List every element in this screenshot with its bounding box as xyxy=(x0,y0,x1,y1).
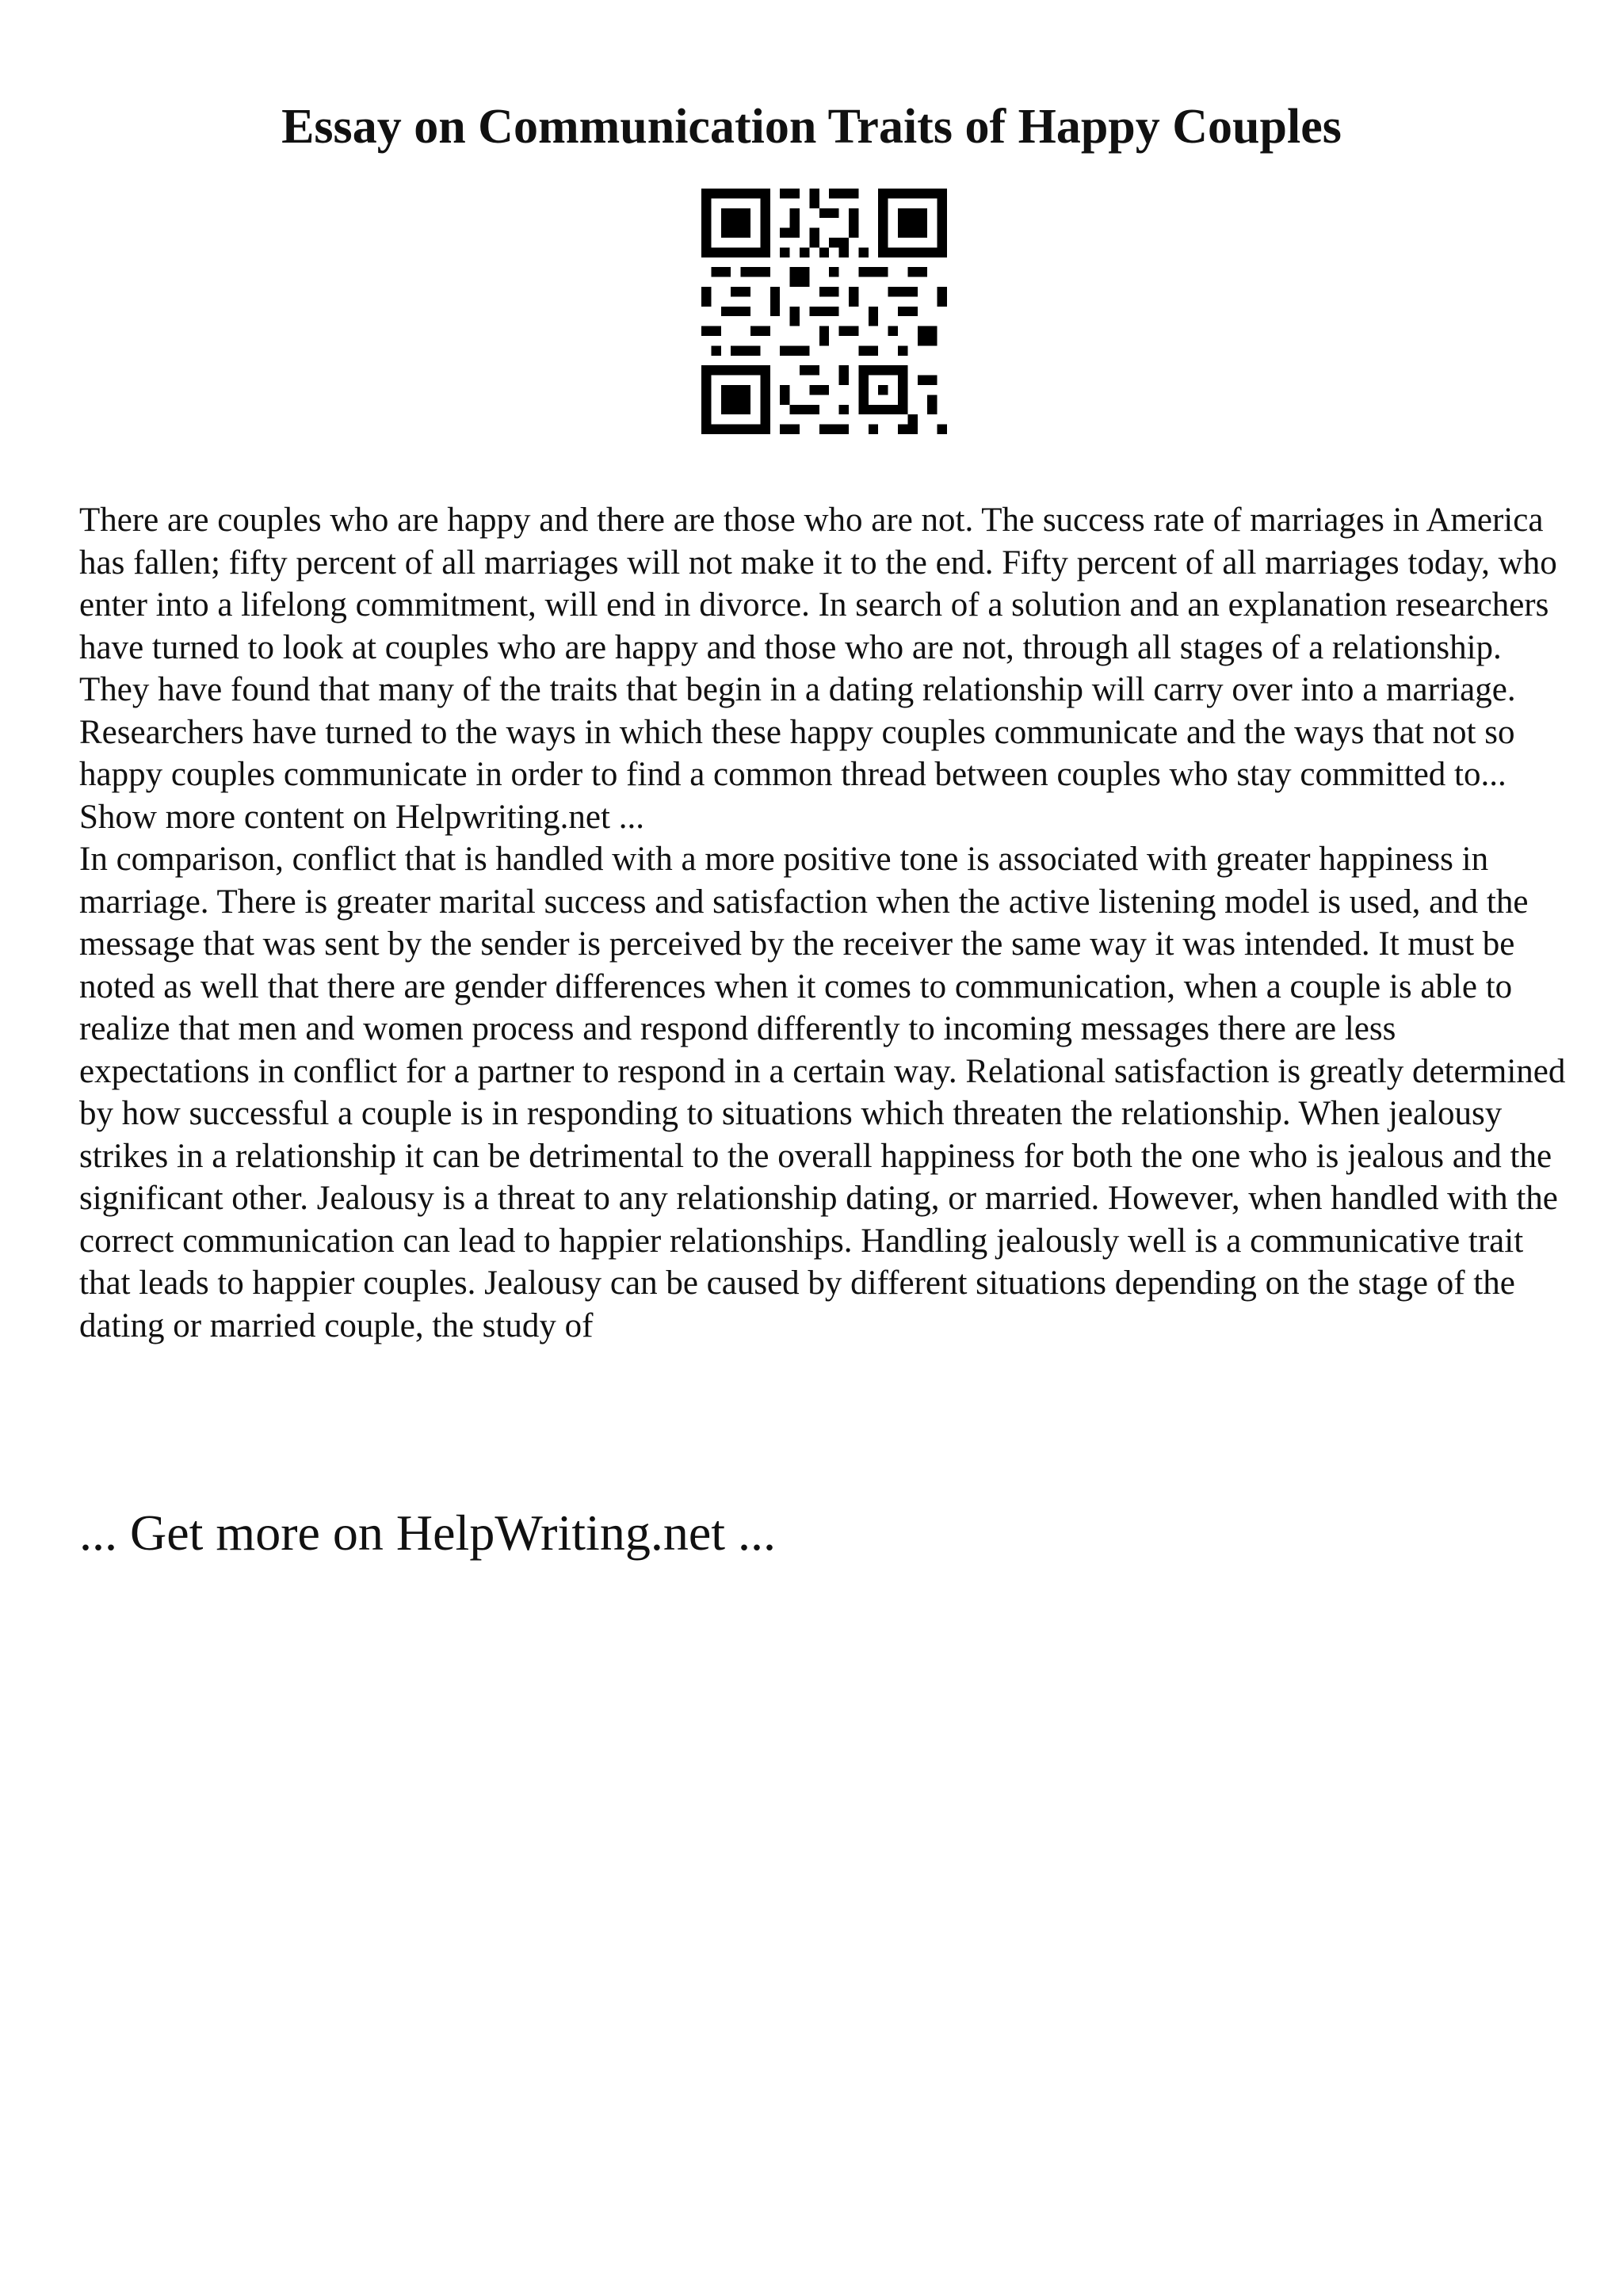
essay-paragraph: There are couples who are happy and there are those who are not. The success rate of marriages in America has fallen; fifty percent of all marriages will not make it to the end. Fifty percent of all marriages today, who enter into a lifelong commitment, will end in divorce. In search of a solution and an explanation researchers have turned to look at couples who are happy and those who are not, through all stages of a relationship. They have found that many of the traits that begin in a dating relationship will carry over into a marriage. Researchers have turned to the ways in which these happy couples communicate and the ways that not so happy couples communicate in order to find a common thread between couples who stay committed to... Show more content on Helpwriting.net ... xyxy=(79,502,1557,836)
get-more-link[interactable]: ... Get more on HelpWriting.net ... xyxy=(79,1505,776,1561)
essay-body xyxy=(79,499,1569,1347)
qr-code-icon[interactable] xyxy=(701,189,947,434)
page-title: Essay on Communication Traits of Happy Couples xyxy=(281,100,1342,154)
essay-paragraph: In comparison, conflict that is handled with a more positive tone is associated with greater happiness in marriage. There is greater marital success and satisfaction when the active listening model is used, and the message that was sent by the sender is perceived by the receiver the same way it was intended. It must be noted as well that there are gender differences when it comes to communication, when a couple is able to realize that men and women process and respond differently to incoming messages there are less expectations in conflict for a partner to respond in a certain way. Relational satisfaction is greatly determined by how successful a couple is in responding to situations which threaten the relationship. When jealousy strikes in a relationship it can be detrimental to the overall happiness for both the one who is jealous and the significant other. Jealousy is a threat to any relationship dating, or married. However, when handled with the correct communication can lead to happier relationships. Handling jealously well is a communicative trait that leads to happier couples. Jealousy can be caused by different situations depending on the stage of the dating or married couple, the study of xyxy=(79,841,1566,1344)
qr-code-graphic xyxy=(701,189,947,434)
